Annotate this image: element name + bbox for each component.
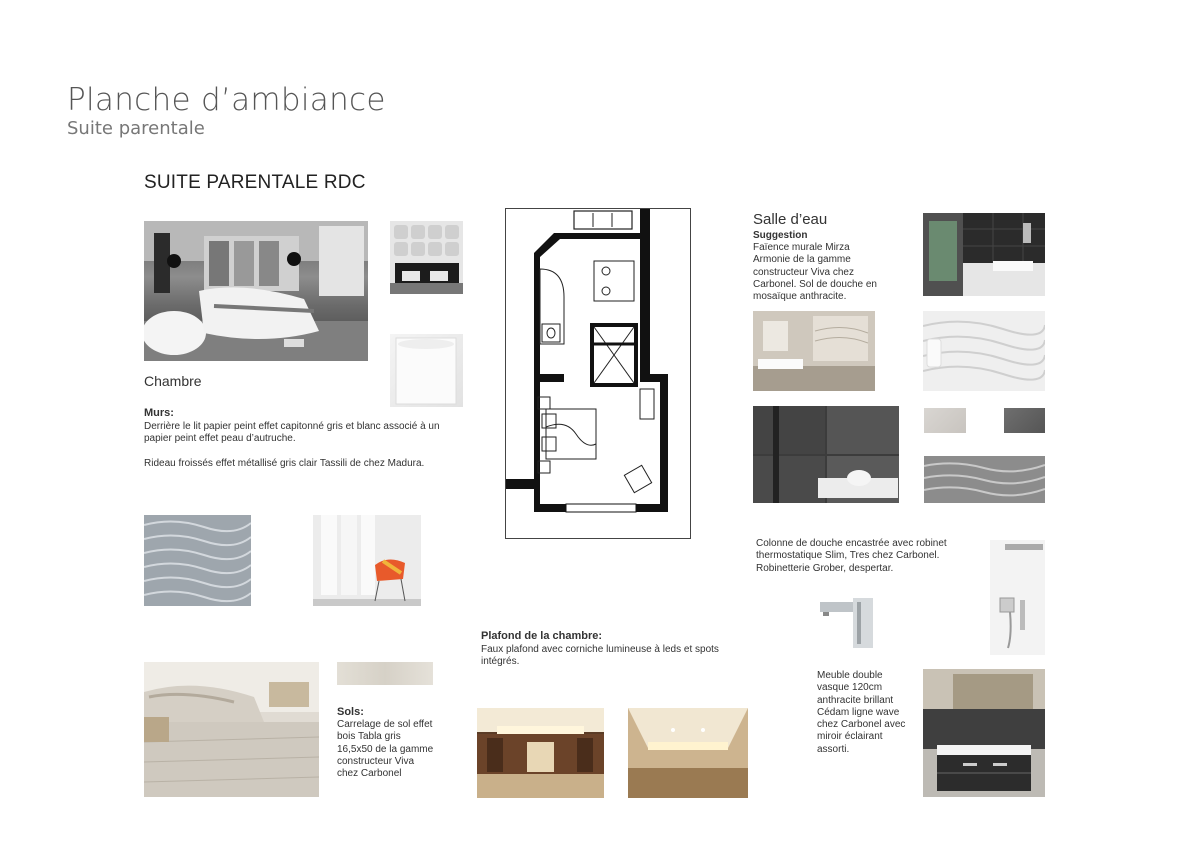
ceiling-corridor-photo — [477, 708, 604, 798]
chambre-label: Chambre — [144, 373, 202, 389]
light-tile-swatch — [924, 408, 966, 433]
ceiling-lights-photo — [628, 708, 748, 798]
shower-column-photo — [990, 540, 1045, 655]
faucet-photo — [815, 594, 883, 654]
murs-text: Derrière le lit papier peint effet capitonné gris et blanc associé à un papier peint effet peau d’autruche. — [144, 421, 440, 445]
meuble-text: Meuble double vasque 120cm anthracite brillant Cédam ligne wave chez Carbonel avec miroir éclairant assorti. — [817, 670, 906, 755]
wallpaper-sample-photo — [144, 515, 251, 606]
bedroom-photo — [144, 221, 368, 361]
suggestion-label: Suggestion — [753, 230, 808, 241]
plafond-text: Faux plafond avec corniche lumineuse à leds et spots intégrés. — [481, 644, 719, 668]
shower-photo — [923, 213, 1045, 296]
section-title: SUITE PARENTALE RDC — [144, 172, 366, 193]
wave-strip-swatch — [924, 456, 1045, 503]
page-subtitle: Suite parentale — [67, 118, 205, 139]
curtain-photo — [313, 515, 421, 606]
dark-tile-swatch — [1004, 408, 1045, 433]
colonne-text: Colonne de douche encastrée avec robinet thermostatique Slim, Tres chez Carbonel. Robinetterie Grober, despertar. — [756, 538, 947, 574]
floor-plan — [505, 208, 691, 539]
salle-deau-text: Faïence murale Mirza Armonie de la gamme constructeur Viva chez Carbonel. Sol de douche en mosaïque anthracite. — [753, 242, 877, 303]
sols-text: Carrelage de sol effet bois Tabla gris 16,5x50 de la gamme constructeur Viva chez Carbonel — [337, 719, 434, 780]
tile-swatch — [337, 662, 433, 685]
vanity-photo — [923, 669, 1045, 797]
wallpaper-roll-photo — [390, 334, 463, 407]
murs-heading: Murs: — [144, 407, 174, 419]
quilted-headboard-photo — [390, 221, 463, 294]
rideau-text: Rideau froissés effet métallisé gris clair Tassili de chez Madura. — [144, 458, 425, 469]
wave-tile-photo — [923, 311, 1045, 391]
sols-heading: Sols: — [337, 706, 364, 718]
anthracite-tiles-photo — [753, 406, 899, 503]
floor-tile-photo — [144, 662, 319, 797]
bathroom-photo — [753, 311, 875, 391]
plafond-heading: Plafond de la chambre: — [481, 630, 603, 642]
page-title: Planche d’ambiance — [67, 82, 386, 118]
salle-deau-title: Salle d’eau — [753, 211, 828, 228]
